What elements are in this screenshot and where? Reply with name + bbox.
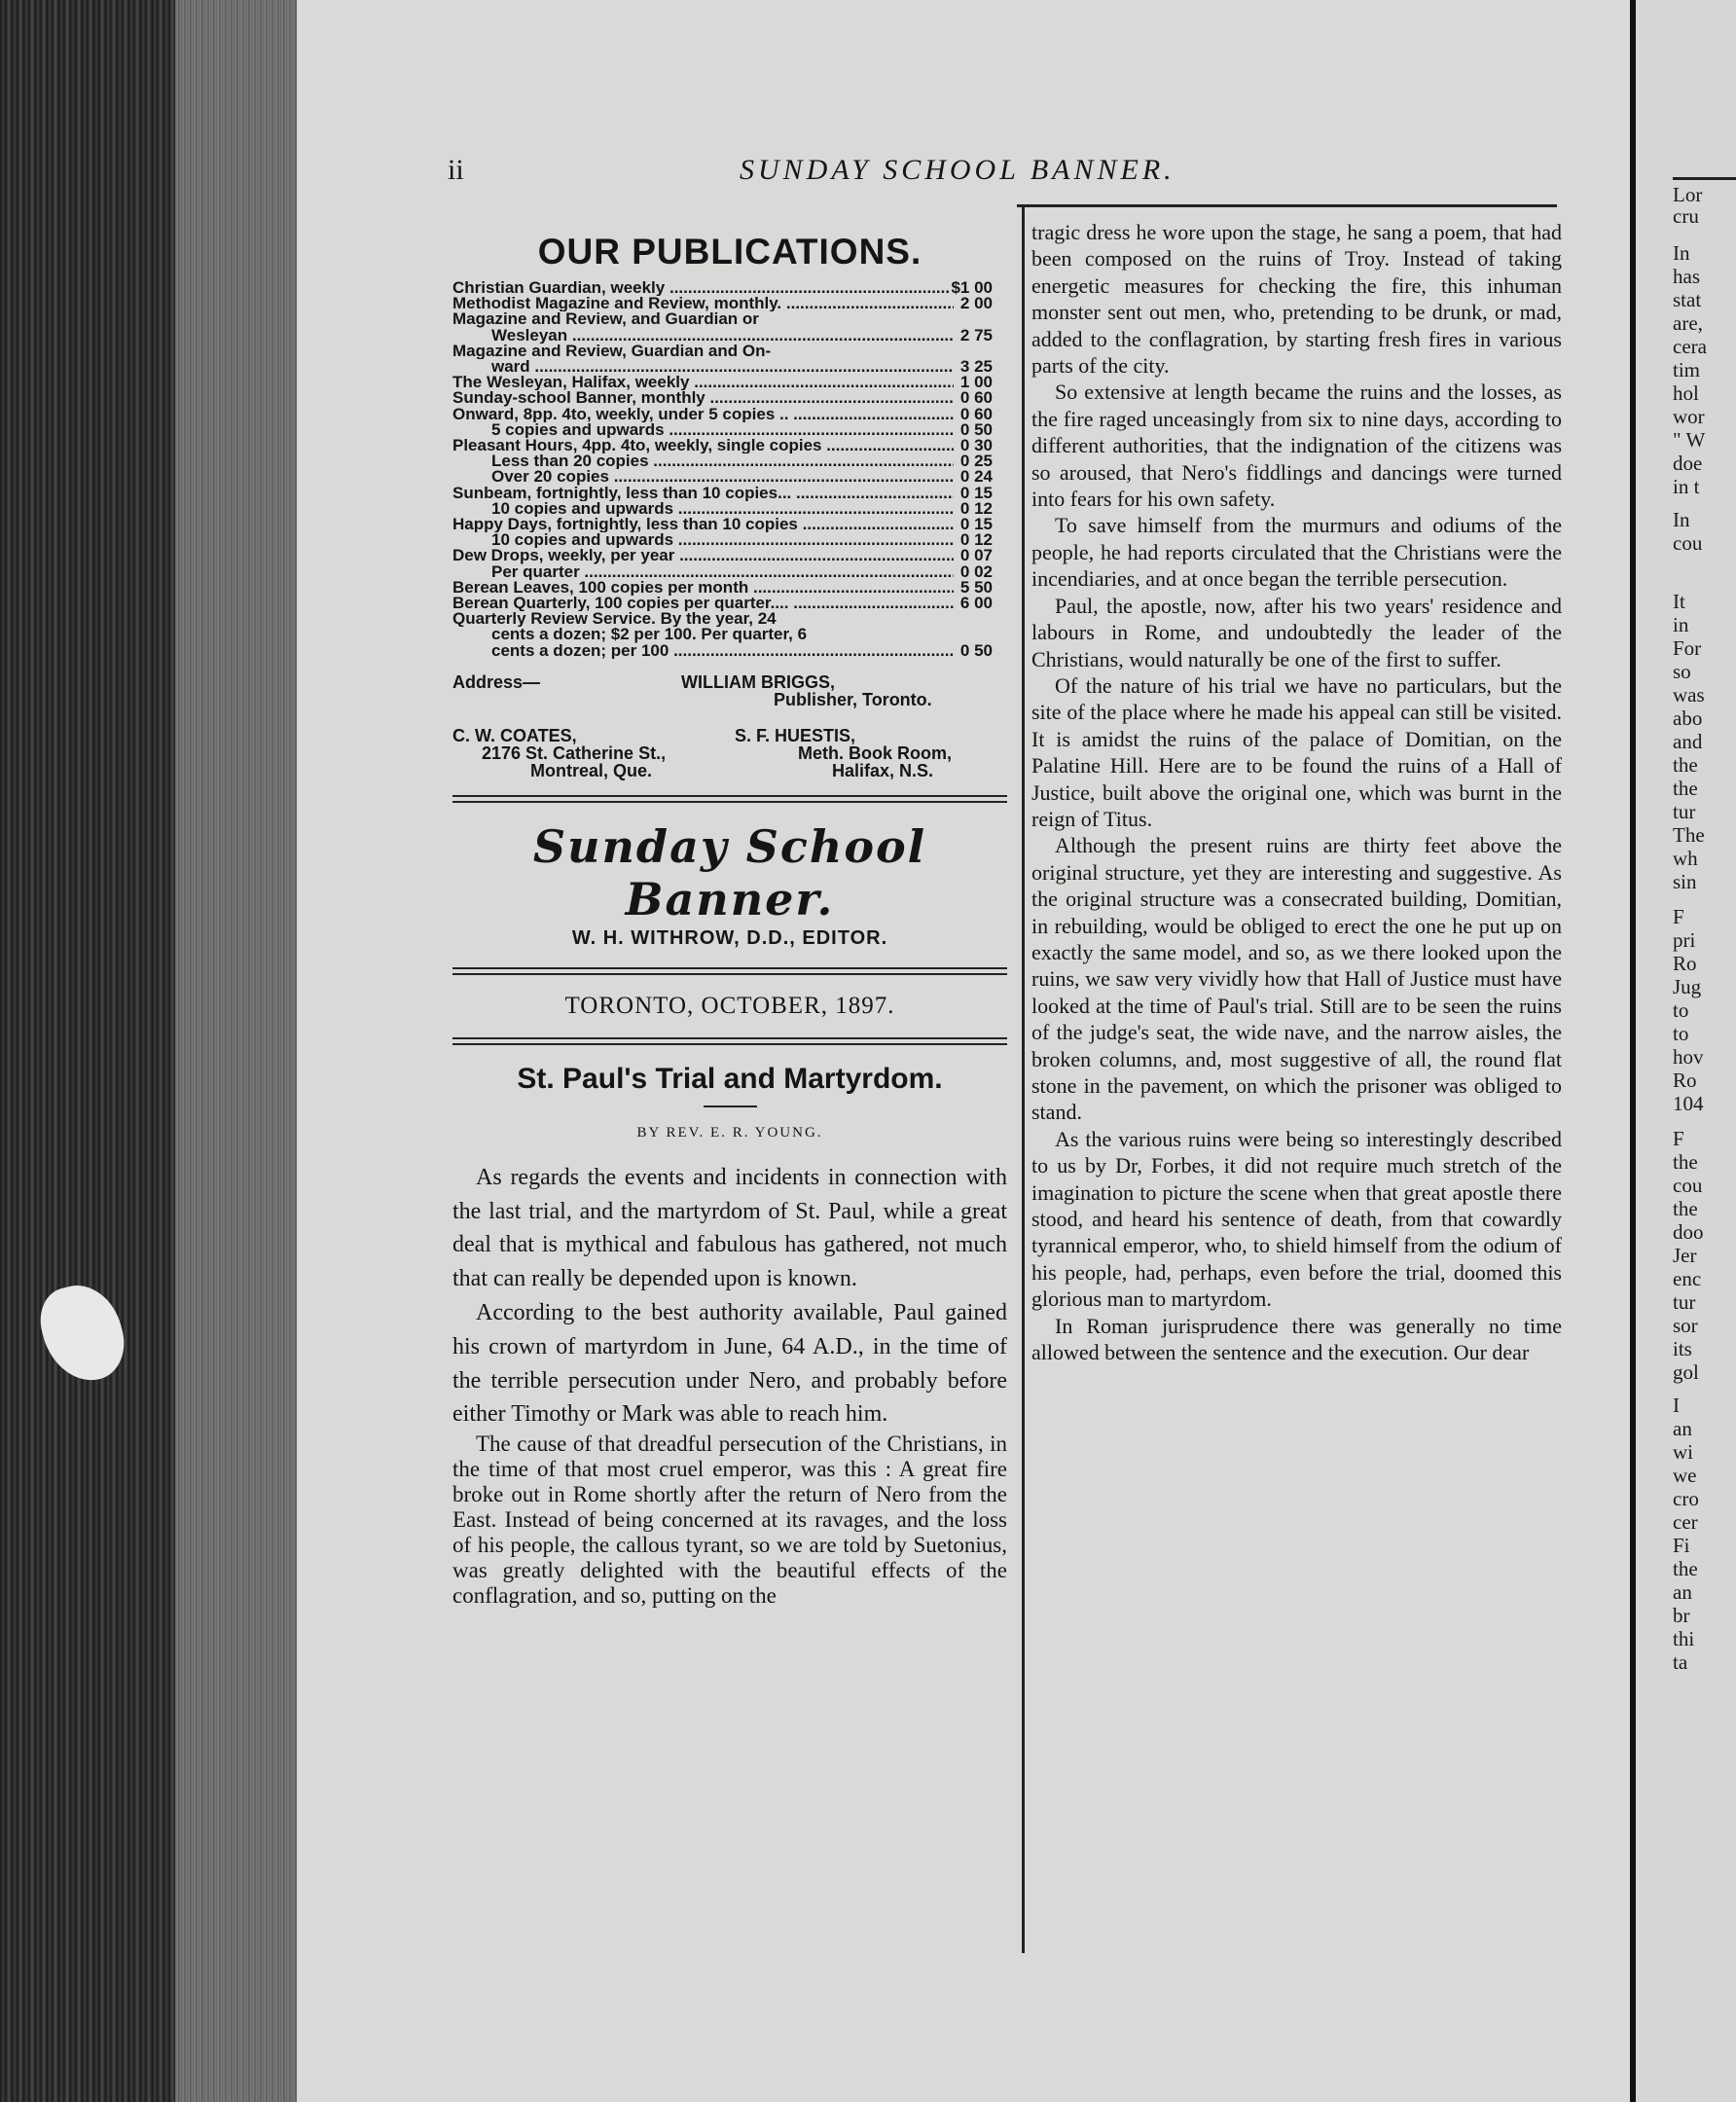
next-page-fragment: doe <box>1673 452 1703 475</box>
publication-price: 0 25 <box>959 452 993 471</box>
publication-row <box>452 498 993 518</box>
next-page-fragment: In <box>1673 508 1690 531</box>
publication-name: Wesleyan ..... <box>452 328 954 344</box>
publication-row <box>452 359 993 375</box>
publication-price: 3 25 <box>959 357 993 377</box>
next-page-fragment: the <box>1673 777 1698 800</box>
publication-price: 0 07 <box>959 546 993 565</box>
next-page-fragment: The <box>1673 823 1705 847</box>
publication-price: 0 50 <box>959 640 993 660</box>
running-title: SUNDAY SCHOOL BANNER. <box>740 154 1175 186</box>
right-column <box>1031 219 1562 1365</box>
publication-row <box>452 325 993 344</box>
publication-row <box>452 517 993 532</box>
next-page-fragment: so <box>1673 660 1691 683</box>
publication-price: 0 60 <box>959 404 993 423</box>
article-paragraph: The cause of that dreadful persecution of the Christians, in the time of that most cruel emperor, was this : A great fire broke out in Rome shortly after the return of Nero from the East. Instead of being concerned at its ravages, and the loss of his people, the callous tyrant, so we are told by Suetonius, was greatly delighted with the beautiful effects of the conflagration, and so, putting on the <box>452 1432 1007 1609</box>
column-divider <box>1022 206 1025 1953</box>
address-block <box>452 672 1007 818</box>
address-label: Address— <box>452 671 541 692</box>
left-column <box>452 232 1007 1609</box>
agent1-name: C. W. COATES, <box>452 725 577 745</box>
publication-name: Magazine and Review, and Guardian or <box>452 311 759 328</box>
publication-price: $1 00 <box>951 278 993 297</box>
publications-title: OUR PUBLICATIONS. <box>537 232 922 272</box>
next-page-fragment: cro <box>1673 1487 1699 1510</box>
next-page-fragment: are, <box>1673 311 1703 335</box>
next-page-fragment: It <box>1673 590 1685 613</box>
page-edges <box>175 0 297 2102</box>
agent2-place: Meth. Book Room, <box>798 743 952 763</box>
publication-price: 0 12 <box>959 530 993 550</box>
publication-name: Christian Guardian, weekly ..... <box>452 280 951 296</box>
publication-price: 6 00 <box>959 594 993 613</box>
next-page-fragment: For <box>1673 636 1702 660</box>
article-paragraph: Of the nature of his trial we have no particulars, but the site of the place where he made his appeal can still be visited. It is amidst the ruins of the palace of Domitian, on the Palatine Hill. Here are to be found the ruins of a Hall of Justice, built above the original one, which was burnt in the reign of Titus. <box>1031 672 1562 831</box>
page-header <box>448 154 1557 193</box>
next-page-fragment: wh <box>1673 847 1698 870</box>
masthead-title: Sunday School Banner. <box>532 819 927 925</box>
publication-row <box>452 404 993 423</box>
publication-row <box>452 577 993 597</box>
publications-list <box>452 280 1007 659</box>
publication-price: 1 00 <box>959 373 993 392</box>
article-paragraph: Paul, the apostle, now, after his two years' residence and labours in Rome, and undoubtedly the leader of the Christians, would naturally be one of the first to suffer. <box>1031 593 1562 671</box>
publisher-title: Publisher, Toronto. <box>774 689 932 709</box>
next-page-fragment: sor <box>1673 1314 1698 1337</box>
publication-row <box>452 548 993 563</box>
next-page-fragment: cou <box>1673 1174 1703 1197</box>
publication-row <box>452 596 993 611</box>
dateline: TORONTO, OCTOBER, 1897. <box>564 992 895 1019</box>
publication-name: 10 copies and upwards ..... <box>452 501 954 517</box>
publication-name: Over 20 copies ..... <box>452 469 954 485</box>
publication-row <box>452 611 993 627</box>
publication-name: Less than 20 copies ..... <box>452 453 954 469</box>
publication-name: Sunday-school Banner, monthly ..... <box>452 390 954 406</box>
next-page-fragment: I <box>1673 1394 1680 1417</box>
publication-name: Dew Drops, weekly, per year ..... <box>452 548 954 563</box>
publication-price: 2 75 <box>959 325 993 344</box>
next-page-fragment: an <box>1673 1580 1692 1604</box>
publication-price: 0 15 <box>959 483 993 502</box>
next-page-fragment: an <box>1673 1417 1692 1440</box>
next-page-fragment: sin <box>1673 870 1697 893</box>
article-paragraph: As the various ruins were being so interestingly described to us by Dr, Forbes, it did not require much stretch of the imagination to picture the scene when that great apostle there stood, and heard his sentence of death, from that cowardly tyrannical emperor, who, to shield himself from the odium of his people, had, perhaps, even before the trial, doomed this glorious man to martyrdom. <box>1031 1126 1562 1312</box>
next-page-fragment: cera <box>1673 335 1707 358</box>
next-page-fragment: cou <box>1673 531 1703 555</box>
next-page-fragment: to <box>1673 998 1689 1022</box>
next-page-fragment: doo <box>1673 1220 1704 1244</box>
publication-row <box>452 375 993 390</box>
next-page-fragment: and <box>1673 730 1703 753</box>
article-paragraph: Although the present ruins are thirty feet above the original structure, yet they are interesting and suggestive. As the original structure was a consecrated building, Domitian, in rebuilding, would be obliged to erect the one he put up on exactly the same model, and so, as we there looked upon the ruins, we saw very vividly how that Hall of Justice must have looked at the time of Paul's trial. Still are to be seen the ruins of the judge's seat, the wide nave, and the narrow aisles, the broken columns, and, most suggestive of all, the round flat stone in the pavement, on which the prisoner was obliged to stand. <box>1031 833 1562 1125</box>
publication-name: ward ..... <box>452 359 954 375</box>
publication-name: Berean Leaves, 100 copies per month ..... <box>452 580 954 596</box>
next-page-fragment: pri <box>1673 928 1696 952</box>
agent2-name: S. F. HUESTIS, <box>735 725 856 745</box>
next-page-fragment: the <box>1673 1197 1698 1220</box>
publication-name: 5 copies and upwards ..... <box>452 422 954 438</box>
publication-name: Pleasant Hours, 4pp. 4to, weekly, single copies ..... <box>452 438 954 453</box>
agent1-city: Montreal, Que. <box>530 760 653 780</box>
publication-name: Per quarter ..... <box>452 564 954 580</box>
next-page-fragment: has <box>1673 265 1700 288</box>
publication-price: 0 60 <box>959 388 993 408</box>
publication-row <box>452 453 993 469</box>
masthead-bottom-rule <box>452 967 1007 975</box>
next-page-fragment: Lor <box>1673 183 1703 206</box>
agent1-street: 2176 St. Catherine St., <box>482 743 667 763</box>
article-title: St. Paul's Trial and Martyrdom. <box>517 1062 943 1095</box>
next-page-fragment: tim <box>1673 358 1701 381</box>
next-page-fragment: F <box>1673 1127 1684 1150</box>
publication-row <box>452 390 993 406</box>
publication-row <box>452 483 993 502</box>
next-page-fragment: in <box>1673 613 1689 636</box>
next-page-fragment: Ro <box>1673 1069 1697 1092</box>
publication-name: The Wesleyan, Halifax, weekly ..... <box>452 375 954 390</box>
publication-row <box>452 627 993 642</box>
next-page-fragment: Jug <box>1673 975 1702 998</box>
publication-row <box>452 419 993 439</box>
next-page-fragment: tur <box>1673 800 1696 823</box>
publication-row <box>452 296 993 311</box>
next-page <box>1630 0 1736 2102</box>
publication-price: 0 50 <box>959 419 993 439</box>
masthead <box>452 820 1007 950</box>
next-page-fragment: the <box>1673 753 1698 777</box>
next-page-fragment: in t <box>1673 475 1700 498</box>
page-number: ii <box>448 154 464 186</box>
publication-price: 0 12 <box>959 498 993 518</box>
article-paragraph: According to the best authority available, Paul gained his crown of martyrdom in June, 64 A.D., in the time of the terrible persecution under Nero, and probably before either Timothy or Mark was able to reach him. <box>452 1300 1007 1428</box>
next-page-fragment: cer <box>1673 1510 1698 1534</box>
next-page-fragment: cru <box>1673 204 1699 228</box>
next-page-fragment: its <box>1673 1337 1692 1360</box>
article-paragraph: So extensive at length became the ruins and the losses, as the fire raged unceasingly from six to nine days, according to different authorities, that the indignation of the citizens was so aroused, that Nero's fiddlings and dancings were turned into fears for his own safety. <box>1031 380 1562 512</box>
publication-price: 0 30 <box>959 436 993 455</box>
next-page-fragment: Fi <box>1673 1534 1690 1557</box>
publication-row <box>452 311 993 327</box>
next-page-fragment: F <box>1673 905 1684 928</box>
article-paragraph: To save himself from the murmurs and odiums of the people, he had reports circulated that the Christians were the incendiaries, and at once began the terrible persecution. <box>1031 513 1562 592</box>
publication-row <box>452 280 993 296</box>
next-page-fragment: br <box>1673 1604 1690 1627</box>
next-page-fragment: wi <box>1673 1440 1693 1464</box>
dateline-rule <box>452 1037 1007 1045</box>
next-page-fragment: 104 <box>1673 1092 1704 1115</box>
publication-name: Happy Days, fortnightly, less than 10 copies ..... <box>452 517 954 532</box>
publication-price: 5 50 <box>959 577 993 597</box>
next-page-fragment: tur <box>1673 1290 1696 1314</box>
next-page-fragment: " W <box>1673 428 1706 452</box>
next-page-fragment: Jer <box>1673 1244 1697 1267</box>
next-page-fragment: wor <box>1673 405 1705 428</box>
agent2-city: Halifax, N.S. <box>832 760 934 780</box>
title-separator <box>704 1105 757 1107</box>
publication-row <box>452 564 993 580</box>
masthead-editor: W. H. WITHROW, D.D., EDITOR. <box>571 926 888 949</box>
publication-name: Quarterly Review Service. By the year, 24 <box>452 611 777 628</box>
next-page-fragment: to <box>1673 1022 1689 1045</box>
publication-name: 10 copies and upwards ..... <box>452 532 954 548</box>
publication-price: 2 00 <box>959 294 993 313</box>
next-page-rule <box>1673 177 1736 180</box>
next-page-fragment: abo <box>1673 707 1703 730</box>
article-paragraph: tragic dress he wore upon the stage, he sang a poem, that had been composed on the ruins of Troy. Instead of taking energetic measures for checking the fire, this inhuman monster sent out men, who, pretending to be drunk, or mad, added to the conflagration, by starting fresh fires in various parts of the city. <box>1031 220 1562 379</box>
article-paragraph: In Roman jurisprudence there was generally no time allowed between the sentence and the execution. Our dear <box>1031 1313 1562 1365</box>
publication-name: Sunbeam, fortnightly, less than 10 copies... ..... <box>452 486 954 501</box>
next-page-fragment: enc <box>1673 1267 1702 1290</box>
publication-row <box>452 532 993 548</box>
publication-price: 0 24 <box>959 467 993 487</box>
publication-row <box>452 344 993 359</box>
publication-name: Methodist Magazine and Review, monthly. ..... <box>452 296 954 311</box>
publication-row <box>452 438 993 453</box>
publication-row <box>452 469 993 485</box>
next-page-fragment: ta <box>1673 1650 1688 1674</box>
column-top-rule <box>1017 204 1557 207</box>
publication-price: 0 15 <box>959 515 993 534</box>
publication-name: Onward, 8pp. 4to, weekly, under 5 copies .. ..... <box>452 407 954 422</box>
next-page-fragment: the <box>1673 1150 1698 1174</box>
publication-name: cents a dozen; $2 per 100. Per quarter, 6 <box>491 627 808 643</box>
publication-row <box>452 640 993 660</box>
publication-price: 0 02 <box>959 562 993 581</box>
publisher-name: WILLIAM BRIGGS, <box>681 671 835 692</box>
next-page-fragment: was <box>1673 683 1705 707</box>
publication-name: Berean Quarterly, 100 copies per quarter.... ..... <box>452 596 954 611</box>
publication-name: Magazine and Review, Guardian and On- <box>452 343 772 360</box>
next-page-fragment: thi <box>1673 1627 1695 1650</box>
next-page-fragment: hov <box>1673 1045 1704 1069</box>
next-page-fragment: In <box>1673 241 1690 265</box>
next-page-fragment: we <box>1673 1464 1697 1487</box>
next-page-fragment: gol <box>1673 1360 1699 1384</box>
next-page-fragment: the <box>1673 1557 1698 1580</box>
publication-name: cents a dozen; per 100 ..... <box>452 643 954 659</box>
byline: BY REV. E. R. YOUNG. <box>636 1124 823 1141</box>
next-page-fragment: Ro <box>1673 952 1697 975</box>
next-page-fragment: stat <box>1673 288 1702 311</box>
article-paragraph: As regards the events and incidents in connection with the last trial, and the martyrdom of St. Paul, while a great deal that is mythical and fabulous has gathered, not much that can really be depended upon is known. <box>452 1164 1007 1292</box>
next-page-fragment: hol <box>1673 381 1699 405</box>
